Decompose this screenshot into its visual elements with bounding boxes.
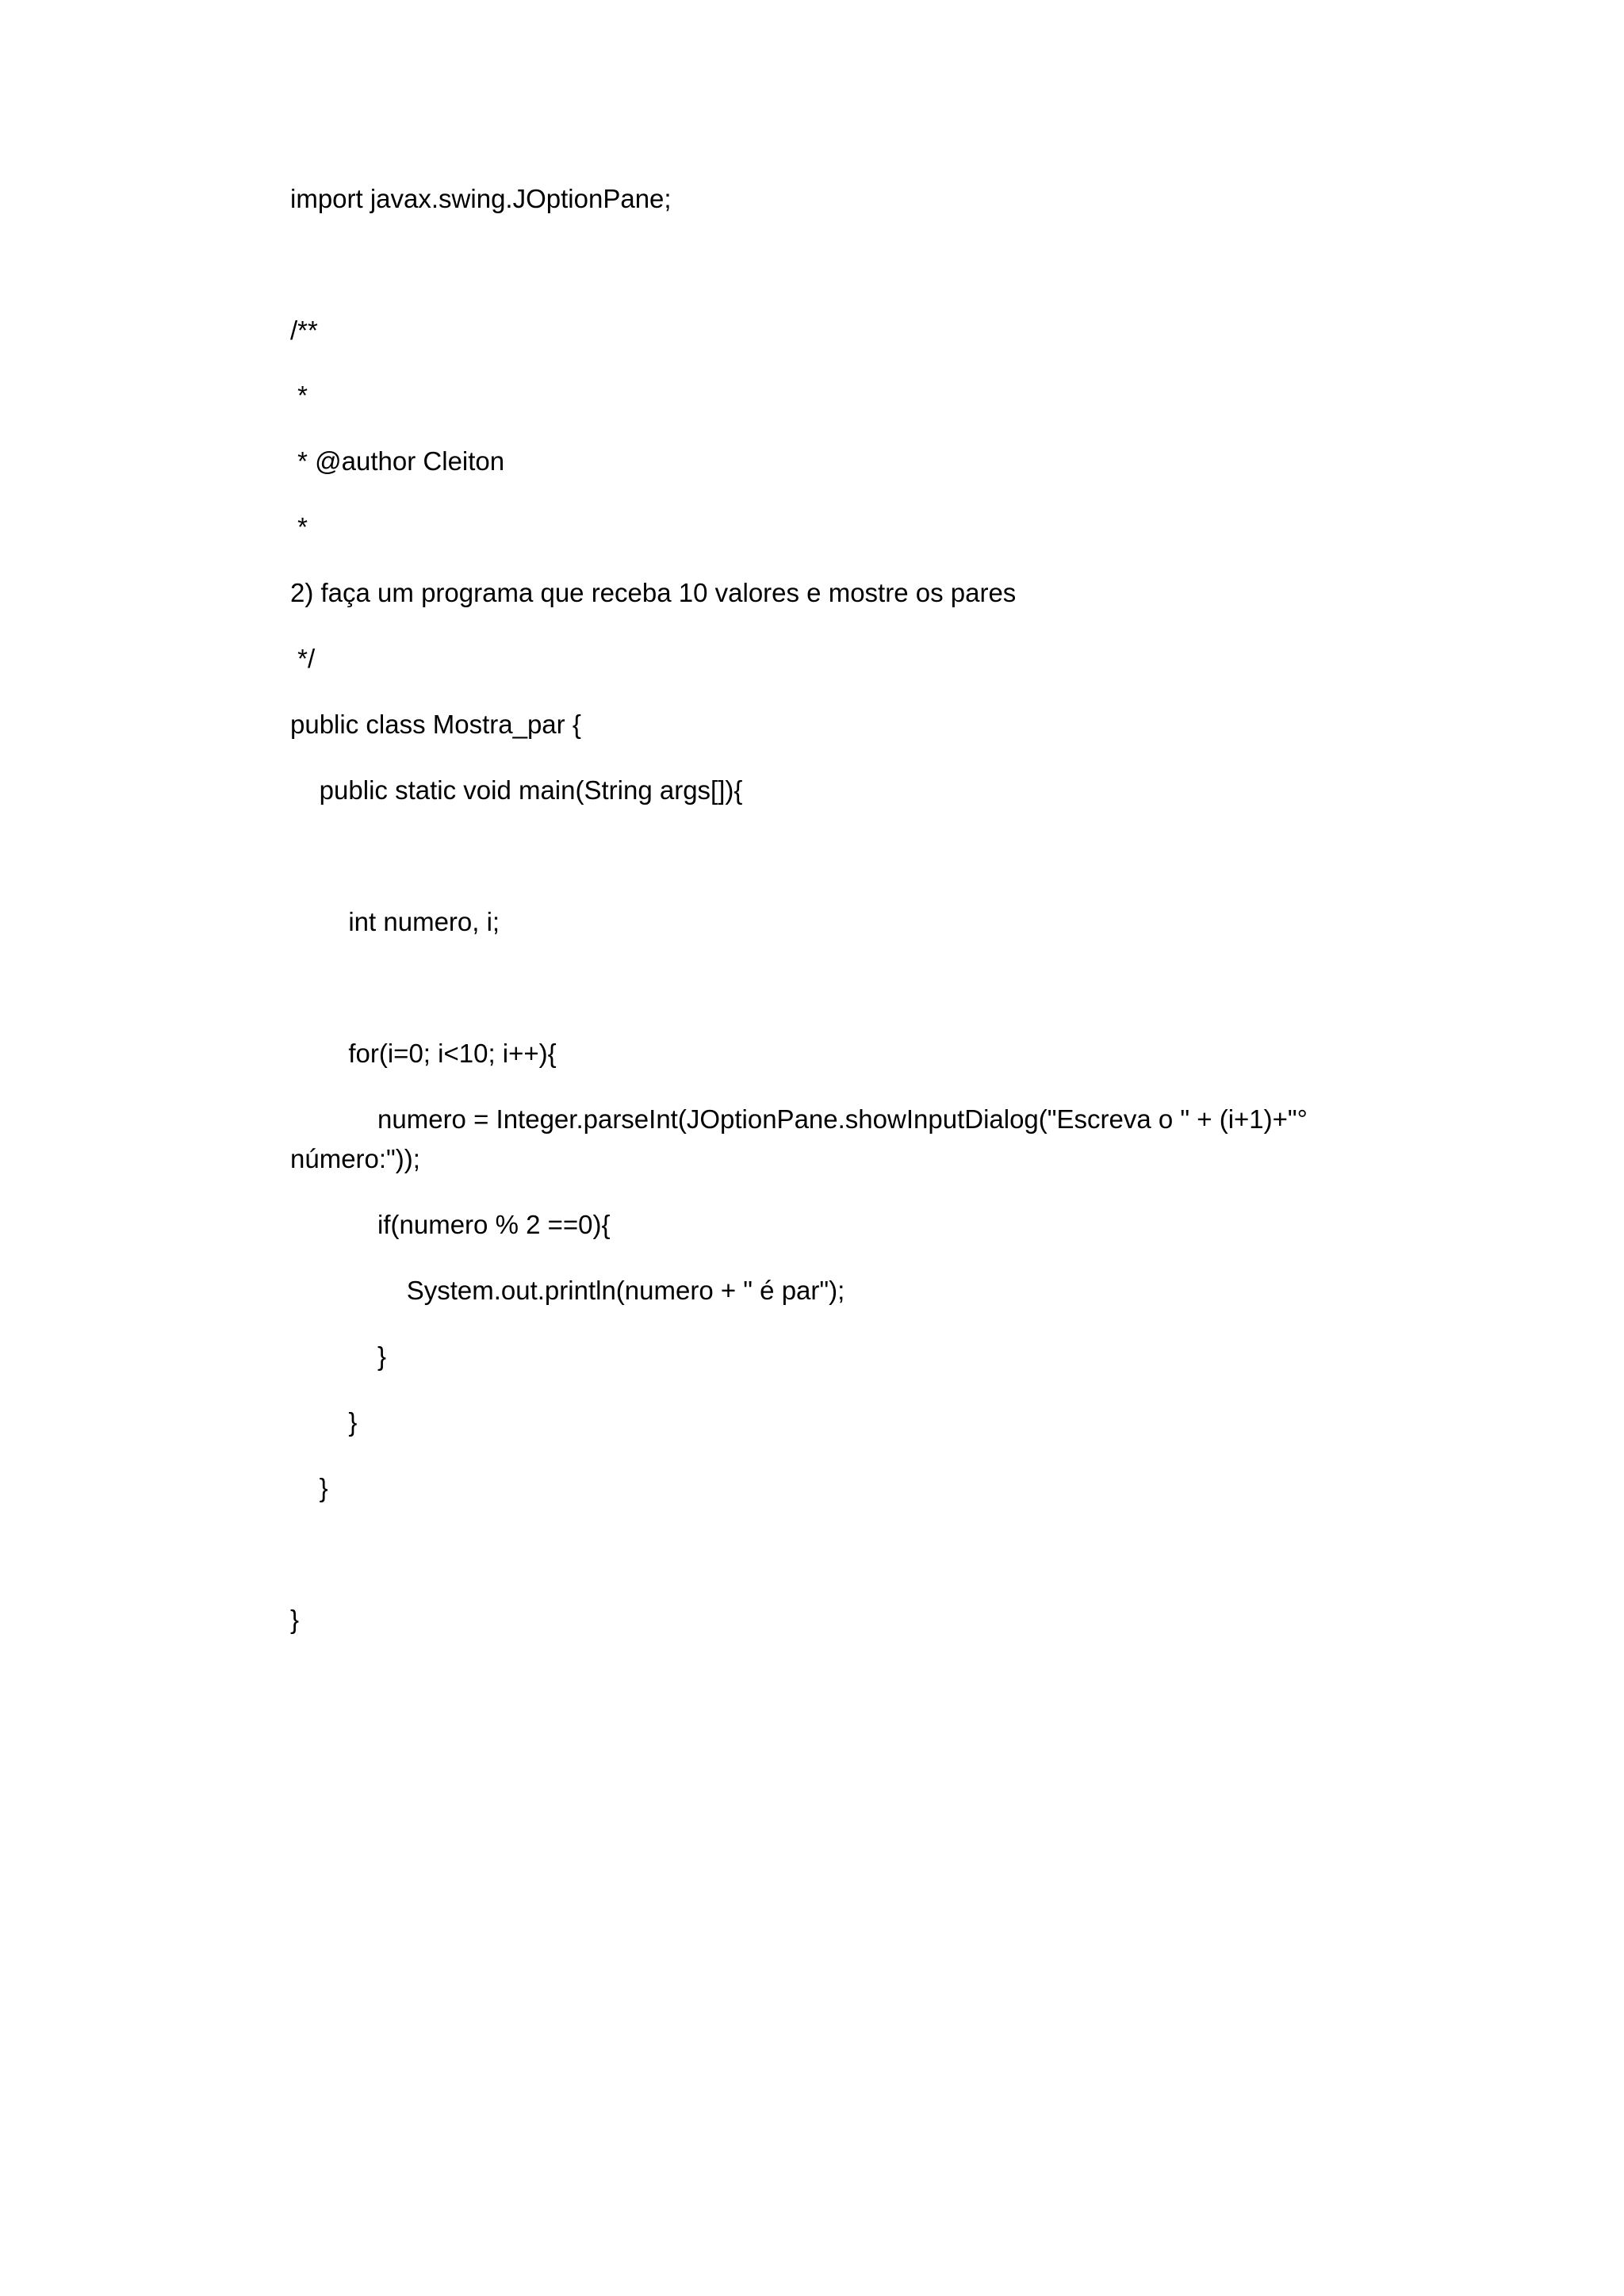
code-line-comment-open: /** xyxy=(290,316,318,345)
code-line-variable-declaration: int numero, i; xyxy=(290,907,500,936)
code-line-comment-star: * xyxy=(290,512,308,541)
code-line-if-even: if(numero % 2 ==0){ xyxy=(290,1210,611,1239)
code-line-exercise-description: 2) faça um programa que receba 10 valores e mostre os pares xyxy=(290,578,1017,607)
code-line-import: import javax.swing.JOptionPane; xyxy=(290,184,672,213)
code-line-input-dialog: numero = Integer.parseInt(JOptionPane.showInputDialog("Escreva o " + (i+1)+"° xyxy=(290,1104,1308,1134)
code-line-input-dialog-continued: número:")); xyxy=(290,1144,420,1173)
code-line-class-declaration: public class Mostra_par { xyxy=(290,710,581,739)
code-line-close-for: } xyxy=(290,1407,358,1437)
code-line-main-method: public static void main(String args[]){ xyxy=(290,775,743,805)
code-line-comment-close: */ xyxy=(290,644,316,673)
code-line-for-loop: for(i=0; i<10; i++){ xyxy=(290,1039,557,1068)
code-line-comment-star: * xyxy=(290,381,308,410)
code-line-close-main: } xyxy=(290,1473,328,1502)
code-line-close-if: } xyxy=(290,1341,387,1371)
code-line-print: System.out.println(numero + " é par"); xyxy=(290,1276,845,1305)
code-line-author: * @author Cleiton xyxy=(290,446,505,476)
code-line-close-class: } xyxy=(290,1605,300,1634)
